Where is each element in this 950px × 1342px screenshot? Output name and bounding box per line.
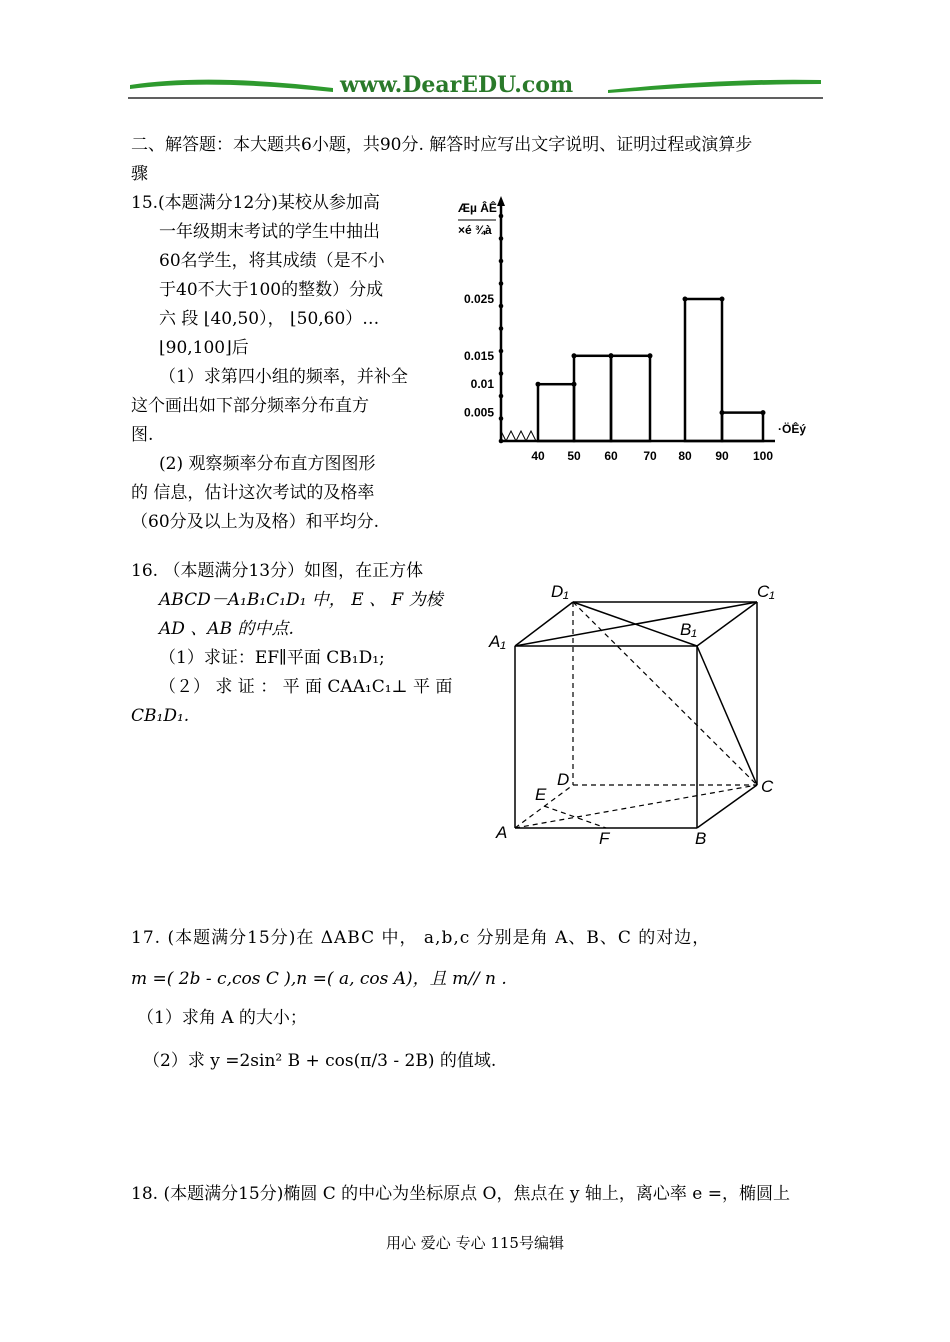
cube-diagram — [485, 575, 785, 855]
q15-line: ⌊90,100⌋后 — [159, 338, 249, 358]
q15-line: 图. — [131, 425, 154, 445]
axis-break — [501, 431, 536, 441]
y-tick-label: 0.025 — [463, 292, 494, 306]
q15-line: 这个画出如下部分频率分布直方 — [131, 396, 369, 416]
bar-corner-dot — [648, 353, 653, 358]
x-tick-label: 50 — [567, 449, 581, 463]
label-b1: B₁ — [680, 620, 697, 639]
q17-line2: m =( 2b - c,cos C ),n =( a, cos A)，且 m// n . — [131, 969, 507, 989]
q15-line: （1）求第四小组的频率，并补全 — [159, 367, 408, 387]
q16-line: （２） 求 证 ： 平 面 CAA₁C₁⊥ 平 面 — [159, 677, 453, 697]
frequency-histogram — [450, 190, 820, 470]
question-18 — [131, 1180, 831, 1209]
histogram-bar — [538, 384, 574, 441]
label-c: C — [761, 777, 774, 796]
label-a: A — [496, 823, 508, 842]
bar-corner-dot — [761, 410, 766, 415]
chart-ylabel-bottom: ×é ¾à — [458, 223, 492, 237]
y-axis-dot — [499, 281, 504, 286]
y-axis-dot — [499, 304, 504, 309]
q16-line: 16. （本题满分13分）如图，在正方体 — [131, 561, 424, 581]
label-d1: D₁ — [551, 582, 569, 601]
hidden-d1c — [573, 602, 757, 785]
x-tick-label: 80 — [678, 449, 692, 463]
hidden-ef — [544, 806, 606, 828]
y-tick-label: 0.01 — [470, 377, 494, 392]
y-axis-dot — [499, 259, 504, 264]
q15-line: 六 段 ⌊40,50）， ⌊50,60）… — [159, 309, 380, 329]
q17-line1: 17. (本题满分15分)在 ΔABC 中， a,b,c 分别是角 A、B、C 的对边， — [131, 928, 711, 948]
header-banner — [128, 68, 823, 104]
q18-line1: 18. (本题满分15分)椭圆 C 的中心为坐标原点 O，焦点在 y 轴上，离心率 e =，椭圆上 — [131, 1184, 791, 1204]
x-tick-label: 70 — [643, 449, 657, 463]
question-15-text — [131, 189, 431, 537]
section-title — [131, 131, 831, 189]
q15-line: 的 信息，估计这次考试的及格率 — [131, 483, 375, 503]
label-a1: A₁ — [489, 632, 506, 651]
label-e: E — [535, 785, 547, 804]
label-f: F — [599, 829, 610, 848]
y-axis-dot — [499, 349, 504, 354]
q16-line: CB₁D₁. — [131, 706, 190, 726]
bar-corner-dot — [683, 297, 688, 302]
q15-line: 于40不大于100的整数）分成 — [159, 280, 384, 300]
x-tick-label: 40 — [531, 449, 545, 463]
q17-line4: （2）求 y =2sin² B + cos(π/3 - 2B) 的值域. — [143, 1051, 497, 1071]
q17-line3: （1）求角 A 的大小； — [137, 1008, 307, 1028]
label-d: D — [557, 770, 570, 789]
question-16-text — [131, 557, 461, 731]
y-axis-dot — [499, 416, 504, 421]
line-b1c — [697, 646, 757, 785]
question-17 — [131, 924, 831, 1076]
y-axis-dot — [499, 236, 504, 241]
q16-line: ABCD－A₁B₁C₁D₁ 中， E 、 F 为棱 — [159, 590, 443, 610]
bar-corner-dot — [720, 410, 725, 415]
y-tick-label: 0.005 — [463, 405, 494, 420]
chart-xlabel: ·ÖÊý — [778, 422, 807, 436]
y-axis-dot — [499, 394, 504, 399]
section-title-line1: 二、解答题：本大题共6小题，共90分. 解答时应写出文字说明、证明过程或演算步 — [131, 135, 753, 155]
q15-line: 60名学生，将其成绩（是不小 — [159, 251, 385, 271]
y-axis-arrow — [497, 196, 505, 206]
histogram-bar — [685, 299, 722, 441]
site-logo: www.DearEDU.com — [340, 72, 574, 98]
hidden-ac — [515, 785, 757, 828]
label-b: B — [695, 829, 707, 848]
bar-corner-dot — [720, 297, 725, 302]
edge-b1c1 — [697, 602, 757, 646]
q15-line: （60分及以上为及格）和平均分. — [131, 512, 380, 532]
x-tick-label: 100 — [752, 449, 774, 463]
y-axis-dot — [499, 439, 504, 444]
y-axis-dot — [499, 214, 504, 219]
edge-bc — [697, 785, 757, 828]
histogram-bar — [611, 356, 650, 441]
histogram-bar — [722, 413, 763, 441]
diag-d1b1 — [573, 602, 697, 646]
y-axis-dot — [499, 371, 504, 376]
q15-line: (2) 观察频率分布直方图图形 — [159, 454, 376, 474]
section-title-line2: 骤 — [131, 164, 148, 184]
q16-line: （1）求证：EF∥平面 CB₁D₁; — [159, 648, 385, 668]
y-tick-label: 0.015 — [463, 348, 494, 363]
chart-ylabel-top: Æµ ÂÊ — [458, 201, 497, 215]
bar-corner-dot — [536, 382, 541, 387]
q16-line: AD 、AB 的中点. — [159, 619, 294, 639]
bar-corner-dot — [572, 353, 577, 358]
x-tick-label: 90 — [715, 449, 729, 463]
x-tick-label: 60 — [604, 449, 618, 463]
label-c1: C₁ — [757, 582, 775, 601]
q15-line: 一年级期末考试的学生中抽出 — [159, 222, 380, 242]
q15-line: 15.(本题满分12分)某校从参加高 — [131, 193, 380, 213]
page-footer: 用心 爱心 专心 115号编辑 — [386, 1234, 564, 1252]
histogram-bar — [574, 356, 611, 441]
y-axis-dot — [499, 326, 504, 331]
edge-a1d1 — [515, 602, 573, 646]
bar-corner-dot — [609, 353, 614, 358]
